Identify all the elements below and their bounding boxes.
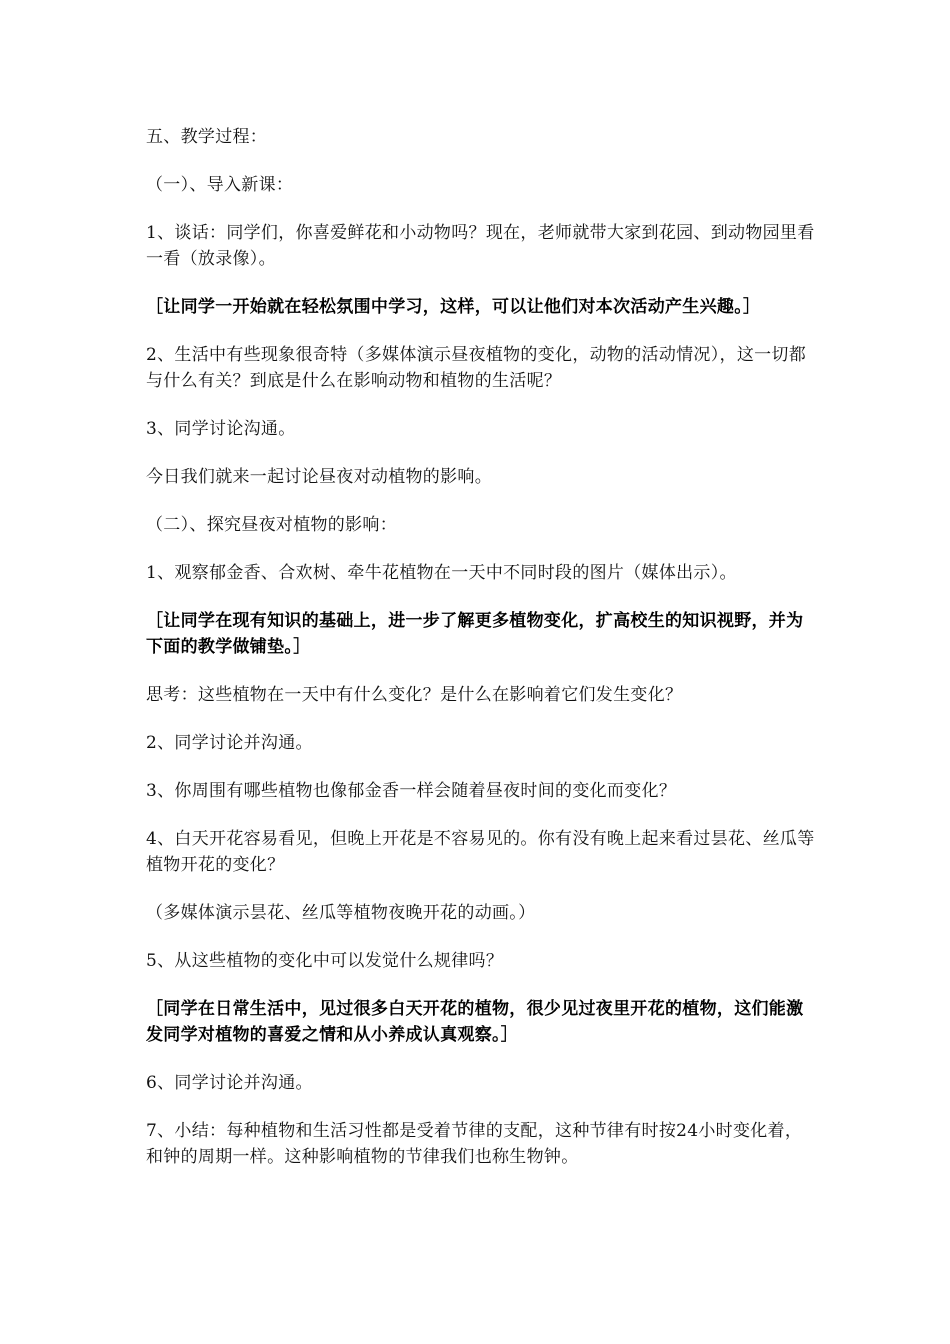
paragraph-discussion-1: 3、同学讨论沟通。 [146,419,296,439]
subsection-heading-intro: （一）、导入新课： [146,175,294,195]
paragraph-discussion-2: 2、同学讨论并沟通。 [146,733,313,753]
paragraph-talk: 1、谈话：同学们，你喜爱鲜花和小动物吗？现在，老师就带大家到花园、到动物园里看一看（放录像）。 [146,223,815,269]
note-interest: ［让同学一开始就在轻松氛围中学习，这样，可以让他们对本次活动产生兴趣。］ [146,297,761,317]
paragraph-discussion-3: 6、同学讨论并沟通。 [146,1073,313,1093]
section-heading-teaching-process: 五、教学过程： [146,127,268,147]
paragraph-observe: 1、观察郁金香、合欢树、牵牛花植物在一天中不同时段的图片（媒体出示）。 [146,563,737,583]
paragraph-surroundings: 3、你周围有哪些植物也像郁金香一样会随着昼夜时间的变化而变化？ [146,781,677,801]
note-knowledge: ［让同学在现有知识的基础上，进一步了解更多植物变化，扩高校生的知识视野，并为下面的教学做铺垫。］ [146,611,804,657]
paragraph-today: 今日我们就来一起讨论昼夜对动植物的影响。 [146,467,492,487]
document-body [146,124,816,1192]
note-observation: ［同学在日常生活中，见过很多白天开花的植物，很少见过夜里开花的植物，这们能激发同学对植物的喜爱之情和从小养成认真观察。］ [146,999,804,1045]
paragraph-pattern: 5、从这些植物的变化中可以发觉什么规律吗？ [146,951,504,971]
paragraph-multimedia: （多媒体演示昙花、丝瓜等植物夜晚开花的动画。） [146,903,536,923]
paragraph-night-bloom: 4、白天开花容易看见，但晚上开花是不容易见的。你有没有晚上起来看过昙花、丝瓜等植物开花的变化？ [146,829,815,875]
paragraph-think: 思考：这些植物在一天中有什么变化？是什么在影响着它们发生变化？ [146,685,683,705]
subsection-heading-plants: （二）、探究昼夜对植物的影响： [146,515,397,535]
paragraph-summary: 7、小结：每种植物和生活习性都是受着节律的支配，这种节律有时按24小时变化着，和钟的周期一样。这种影响植物的节律我们也称生物钟。 [146,1121,803,1167]
paragraph-phenomena: 2、生活中有些现象很奇特（多媒体演示昼夜植物的变化，动物的活动情况），这一切都与什么有关？到底是什么在影响动物和植物的生活呢？ [146,345,807,391]
